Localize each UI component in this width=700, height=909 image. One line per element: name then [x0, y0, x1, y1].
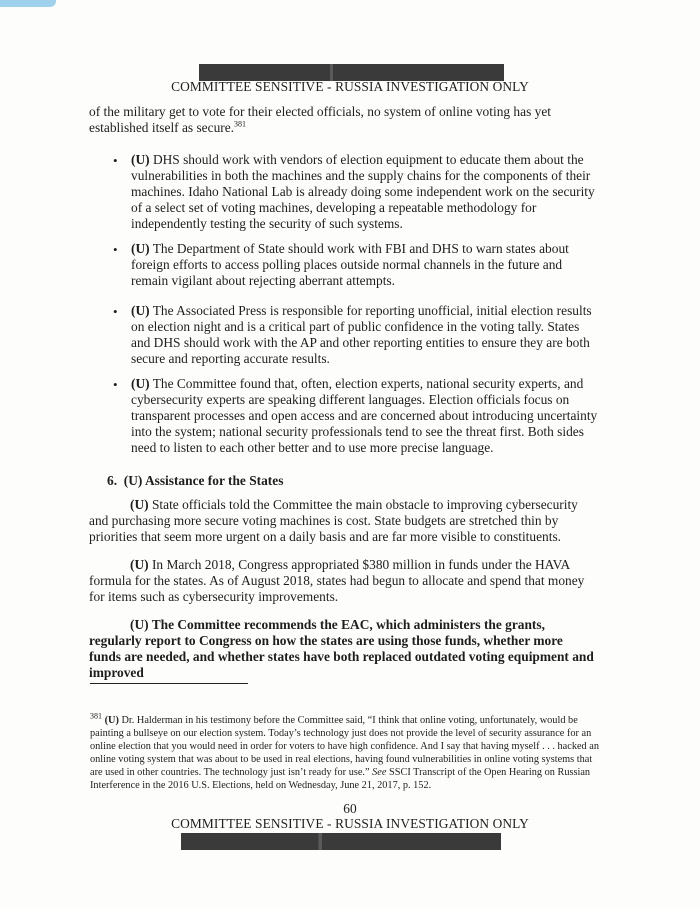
footer-redaction-bar: [181, 833, 501, 850]
section-number: 6.: [107, 473, 118, 488]
bullet-marker: •: [113, 304, 118, 319]
bullet-item: [131, 241, 601, 289]
recommendation-paragraph: [89, 617, 597, 681]
body-paragraph: [89, 497, 597, 545]
bullet-marker: •: [113, 153, 118, 168]
bullet-classification-tag: (U): [131, 152, 150, 167]
section-heading: [107, 473, 283, 489]
bullet-item: [131, 303, 601, 367]
paragraph-text: In March 2018, Congress appropriated $380 million in funds under the HAVA formula for the states. As of August 2018, states had begun to allocate and spend that money for items such as cybersecurity improvements.: [89, 557, 585, 604]
bullet-marker: •: [113, 377, 118, 392]
continuation-line-2: established itself as secure.: [89, 120, 235, 135]
footnote: [90, 711, 600, 792]
footnote-divider: [90, 683, 248, 684]
bullet-item: [131, 376, 601, 456]
bullet-classification-tag: (U): [131, 303, 150, 318]
footnote-text: Dr. Halderman in his testimony before the Committee said, “I think that online voting, unfortunately, would be painting a bullseye on our election system. Today’s technology just does not provide the level of security assurance for an online election that you would need in order for voters to have high confidence. And I say that having myself . . . hacked an online voting system that was about to be used in real elections, having found vulnerabilities in online voting systems that are used in other countries. The technology just isn’t ready for use.”: [90, 715, 599, 778]
paragraph-classification-tag: (U): [130, 557, 149, 572]
continuation-line-1: of the military get to vote for their elected officials, no system of online voting has yet: [89, 104, 551, 119]
body-paragraph: [89, 557, 597, 605]
bullet-marker: •: [113, 242, 118, 257]
bullet-text: The Department of State should work with FBI and DHS to warn states about foreign efforts to access polling places outside normal channels in the future and remain vigilant about rejecting aberrant attempts.: [131, 241, 569, 288]
header-classification-banner: COMMITTEE SENSITIVE - RUSSIA INVESTIGATION ONLY: [171, 79, 529, 94]
page-number: 60: [343, 801, 357, 816]
bullet-item: [131, 152, 601, 232]
continuation-paragraph: [89, 104, 609, 136]
footnote-classification-tag: (U): [104, 715, 119, 726]
bullet-text: The Committee found that, often, election experts, national security experts, and cybersecurity experts are speaking different languages. Election officials focus on transparent processes and open access and are concerned about introducing uncertainty into the system; national security professionals tend to see the threat first. Both sides need to listen to each other better and to use more precise language.: [131, 376, 598, 455]
paragraph-classification-tag: (U): [130, 497, 149, 512]
footnote-number: 381: [90, 711, 102, 721]
section-title: (U) Assistance for the States: [123, 473, 284, 488]
bullet-text: The Associated Press is responsible for reporting unofficial, initial election results on election night and is a critical part of public confidence in the voting tally. States and DHS should work with the AP and other reporting entities to ensure they are both secure and reporting accurate results.: [131, 303, 592, 366]
footer-classification-banner: COMMITTEE SENSITIVE - RUSSIA INVESTIGATION ONLY: [171, 816, 529, 831]
paragraph-text: State officials told the Committee the main obstacle to improving cybersecurity and purchasing more secure voting machines is cost. State budgets are stretched thin by priorities that seem more urgent on a daily basis and are far more visible to constituents.: [89, 497, 578, 544]
bullet-classification-tag: (U): [131, 241, 150, 256]
footnote-see: See: [372, 767, 387, 778]
recommendation-text: (U) The Committee recommends the EAC, which administers the grants, regularly report to Congress on how the states are using those funds, whether more funds are needed, and whether states have both replaced outdated voting equipment and improved: [89, 617, 594, 680]
footnote-citation: SSCI Transcript of the Open Hearing on Russian Interference in the 2016 U.S. Elections, held on Wednesday, June 21, 2017, p. 152.: [90, 767, 591, 791]
bullet-text: DHS should work with vendors of election equipment to educate them about the vulnerabilities in both the machines and the supply chains for the components of their machines. Idaho National Lab is already doing some independent work on the security of a select set of voting machines, developing a repeatable methodology for independently testing the security of such systems.: [131, 152, 595, 231]
bullet-classification-tag: (U): [131, 376, 150, 391]
scan-edge-mark: [0, 0, 56, 7]
footnote-reference: 381: [234, 119, 247, 129]
